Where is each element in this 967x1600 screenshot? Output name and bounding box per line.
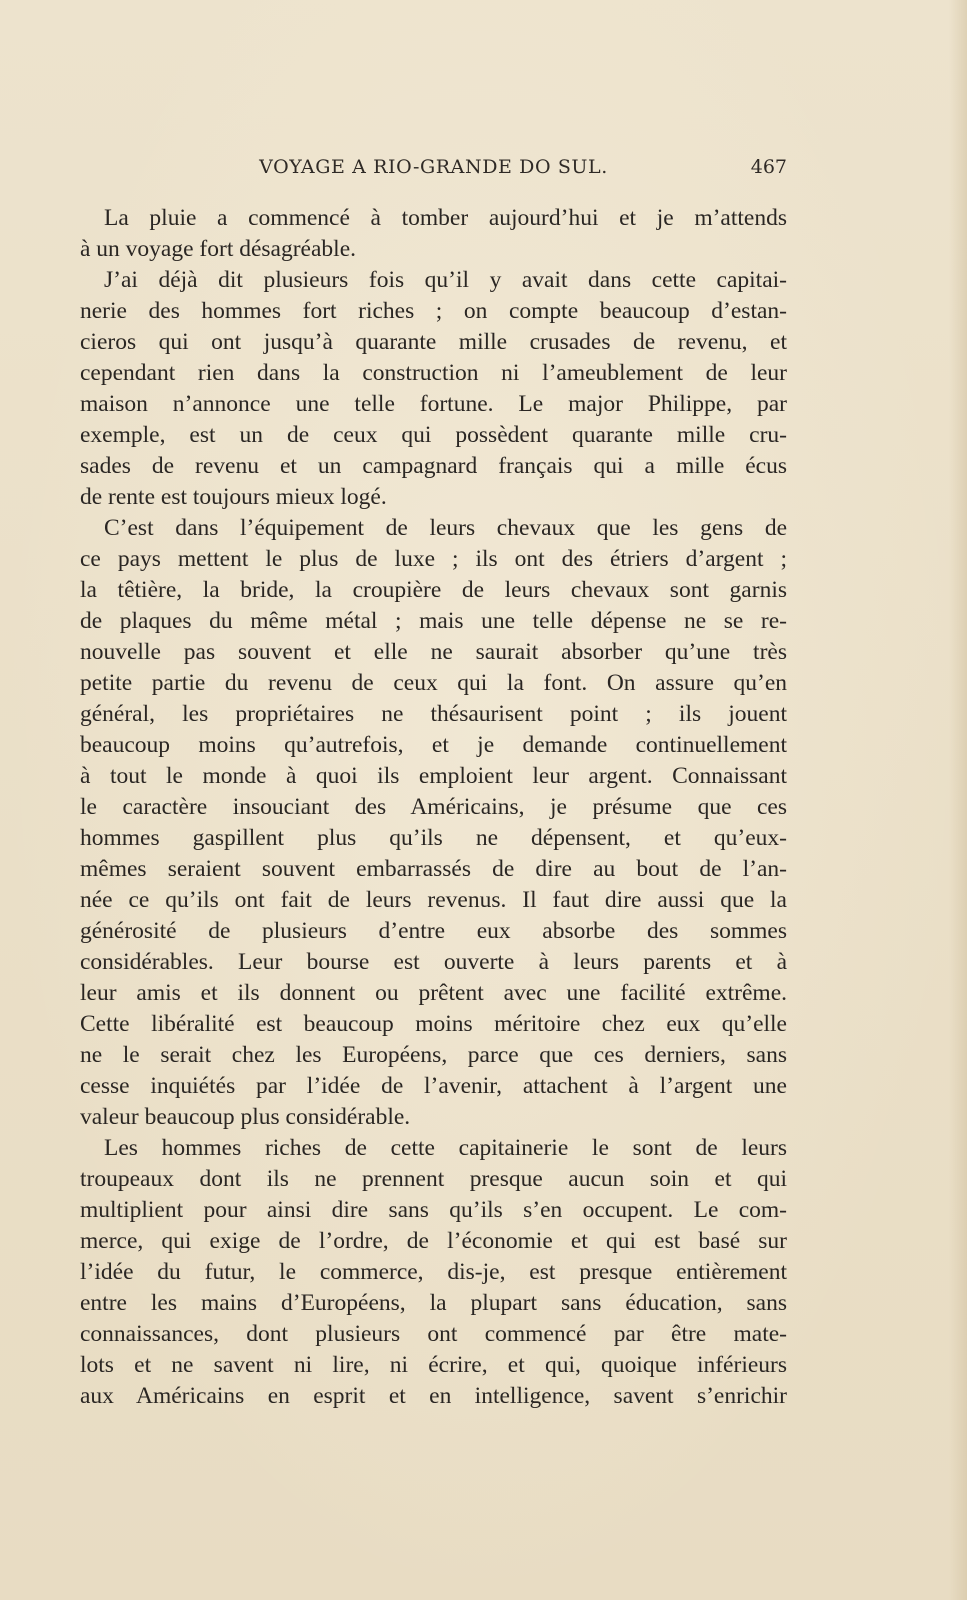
page-number: 467	[750, 156, 787, 178]
text-line: Les hommes riches de cette capitainerie le sont de leurs	[104, 1135, 787, 1161]
text-line: considérables. Leur bourse est ouverte à leurs parents et à	[80, 949, 787, 975]
text-line: nerie des hommes fort riches ; on compte beaucoup d’estan-	[80, 298, 787, 324]
body-text	[80, 203, 787, 1412]
text-line: le caractère insouciant des Américains, je présume que ces	[80, 794, 787, 820]
text-line: à tout le monde à quoi ils emploient leur argent. Connaissant	[80, 763, 787, 789]
text-line: C’est dans l’équipement de leurs chevaux que les gens de	[104, 515, 787, 541]
text-line: J’ai déjà dit plusieurs fois qu’il y avait dans cette capitai-	[104, 267, 787, 293]
text-line: ne le serait chez les Européens, parce que ces derniers, sans	[80, 1042, 787, 1068]
page-header	[80, 156, 787, 186]
text-line: l’idée du futur, le commerce, dis-je, est presque entièrement	[80, 1259, 787, 1285]
text-line: à un voyage fort désagréable.	[80, 236, 356, 262]
text-line: petite partie du revenu de ceux qui la font. On assure qu’en	[80, 670, 787, 696]
text-line: leur amis et ils donnent ou prêtent avec une facilité extrême.	[80, 980, 787, 1006]
text-line: La pluie a commencé à tomber aujourd’hui et je m’attends	[104, 205, 787, 231]
text-line: exemple, est un de ceux qui possèdent quarante mille cru-	[80, 422, 787, 448]
text-line: sades de revenu et un campagnard français qui a mille écus	[80, 453, 787, 479]
text-line: hommes gaspillent plus qu’ils ne dépensent, et qu’eux-	[80, 825, 787, 851]
text-line: connaissances, dont plusieurs ont commencé par être mate-	[80, 1321, 787, 1347]
text-line: la têtière, la bride, la croupière de leurs chevaux sont garnis	[80, 577, 787, 603]
text-line: de rente est toujours mieux logé.	[80, 484, 387, 510]
text-line: entre les mains d’Européens, la plupart sans éducation, sans	[80, 1290, 787, 1316]
text-line: maison n’annonce une telle fortune. Le major Philippe, par	[80, 391, 787, 417]
text-line: mêmes seraient souvent embarrassés de dire au bout de l’an-	[80, 856, 787, 882]
text-line: générosité de plusieurs d’entre eux absorbe des sommes	[80, 918, 787, 944]
text-line: cesse inquiétés par l’idée de l’avenir, attachent à l’argent une	[80, 1073, 787, 1099]
text-line: ce pays mettent le plus de luxe ; ils ont des étriers d’argent ;	[80, 546, 787, 572]
text-line: merce, qui exige de l’ordre, de l’économie et qui est basé sur	[80, 1228, 787, 1254]
running-title: VOYAGE A RIO-GRANDE DO SUL.	[259, 156, 608, 178]
text-line: beaucoup moins qu’autrefois, et je demande continuellement	[80, 732, 787, 758]
text-line: troupeaux dont ils ne prennent presque aucun soin et qui	[80, 1166, 787, 1192]
text-line: Cette libéralité est beaucoup moins méritoire chez eux qu’elle	[80, 1011, 787, 1037]
text-line: cieros qui ont jusqu’à quarante mille crusades de revenu, et	[80, 329, 787, 355]
page-edge-shadow	[949, 0, 967, 1600]
text-line: née ce qu’ils ont fait de leurs revenus. Il faut dire aussi que la	[80, 887, 787, 913]
text-line: valeur beaucoup plus considérable.	[80, 1104, 411, 1130]
text-line: cependant rien dans la construction ni l’ameublement de leur	[80, 360, 787, 386]
text-line: aux Américains en esprit et en intelligence, savent s’enrichir	[80, 1383, 787, 1409]
text-line: général, les propriétaires ne thésaurisent point ; ils jouent	[80, 701, 787, 727]
text-line: de plaques du même métal ; mais une telle dépense ne se re-	[80, 608, 787, 634]
text-line: lots et ne savent ni lire, ni écrire, et qui, quoique inférieurs	[80, 1352, 787, 1378]
text-line: multiplient pour ainsi dire sans qu’ils s’en occupent. Le com-	[80, 1197, 787, 1223]
text-line: nouvelle pas souvent et elle ne saurait absorber qu’une très	[80, 639, 787, 665]
